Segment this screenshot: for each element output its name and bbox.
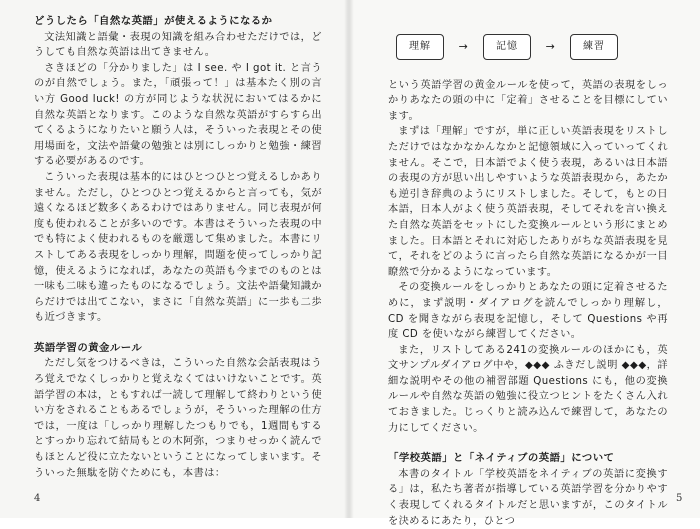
paragraph: ただし気をつけるべきは，こういった自然な会話表現はうろ覚えでなくしっかりと覚えなくてはいけないことです。英語学習の本は，ともすれば一読して理解して終わりという使い方をされることもあるでしょうが，そういった理解の仕方では，一度は「しっかり理解したつもりでも，1週間もするとすっかり忘れて結局もとの木阿弥，つまりせっかく読んでもほとんど役に立たないということになってしまいます。そういった無駄を防ぐためにも，本書は： (34, 358, 322, 479)
flow-step-understand: 理解 (396, 34, 444, 60)
paragraph: その変換ルールをしっかりとあなたの頭に定着させるために，まず説明・ダイアログを読んでしっかり理解し，CD を聞きながら表現を記憶し，そして Questions や再度 CD を使いながら練習してください。 (388, 282, 668, 341)
left-text-column (34, 14, 322, 481)
section-heading-natural-english: どうしたら「自然な英語」が使えるようになるか (34, 15, 273, 27)
arrow-right-icon: → (458, 40, 469, 53)
paragraph: さきほどの「分かりました」は I see. や I got it. と言うのが自然でしょう。また，「頑張って！」は基本たく別の言い方 Good luck! の方が同じような状況においてはるかに自然な英語となります。このような自然な英語がすらすら出てくるようになりたいと願う人は，そういった表現とその使用場面を，文法や語彙の勉強とは別にしっかりと勉強・練習する必要があるのです。 (34, 62, 322, 168)
flow-step-memorize: 記憶 (483, 34, 531, 60)
left-page (0, 0, 348, 518)
learning-flow-diagram (396, 34, 618, 60)
page-number-left: 4 (34, 493, 41, 504)
section-heading-golden-rule: 英語学習の黄金ルール (34, 341, 143, 354)
paragraph: まずは「理解」ですが，単に正しい英語表現をリストしただけではなかなかんなかと記憶領域に入っていってくれません。そこで，日本語でよく使う表現，あるいは日本語の表現の方が思い出しやすいような英語表現から，あたかも逆引き辞典のようにリストしました。そして，もとの日本語，日本人がよく使う英語表現，そしてそれを言い換えた自然な英語をセットにした変換ルールという形にまとめました。日本語とそれに対応したありがちな英語表現を見て，それをどのように言ったら自然な英語になるかが一目瞭然で分かるようになっています。 (388, 126, 668, 278)
right-text-column (388, 14, 668, 529)
paragraph: という英語学習の黄金ルールを使って，英語の表現をしっかりあなたの頭の中に「定着」させることを目標にしています。 (388, 79, 668, 122)
paragraph: こういった表現は基本的にはひとつひとつ覚えるしかありません。ただし，ひとつひとつ覚えるからと言っても，気が遠くなるほど数多くあるわけではありません。同じ表現が何度も使われることが多いのです。本書はそういった表現の中でも特によく使われるものを厳選して集めました。本書にリストしてある表現をしっかり理解，問題を使ってしっかり記憶，使えるようになれば，あなたの英語も今までのものとは一味も二味も違ったものになるでしょう。文法や語彙知識からだけでは出てこない，まさに「自然な英語」に一歩も二歩も近づきます。 (34, 171, 322, 324)
paragraph: 本書のタイトル「学校英語をネイティブの英語に変換する」は，私たち著者が指導している英語学習を分かりやすく表現してくれるタイトルだと思いますが，このタイトルを決めるにあたり，ひとつ (388, 468, 668, 527)
paragraph: また，リストしてある241の変換ルールのほかにも，英文サンプルダイアログ中や，◆◆◆ ふきだし説明 ◆◆◆，詳細な説明やその他の補習部題 Questions にも，他の変換ルールや自然な英語の勉強に役立つヒントをたくさん入れておきました。じっくりと読み込んで練習して，あなたの力にしてください。 (388, 344, 668, 434)
page-number-right: 5 (676, 493, 683, 504)
right-page (348, 0, 700, 527)
arrow-right-icon: → (545, 40, 556, 53)
flow-step-practice: 練習 (570, 34, 618, 60)
paragraph: 文法知識と語彙・表現の知識を組み合わせただけでは，どうしても自然な英語は出てきません。 (34, 31, 322, 59)
section-heading-school-vs-native: 「学校英語」と「ネイティブの英語」について (388, 452, 615, 465)
